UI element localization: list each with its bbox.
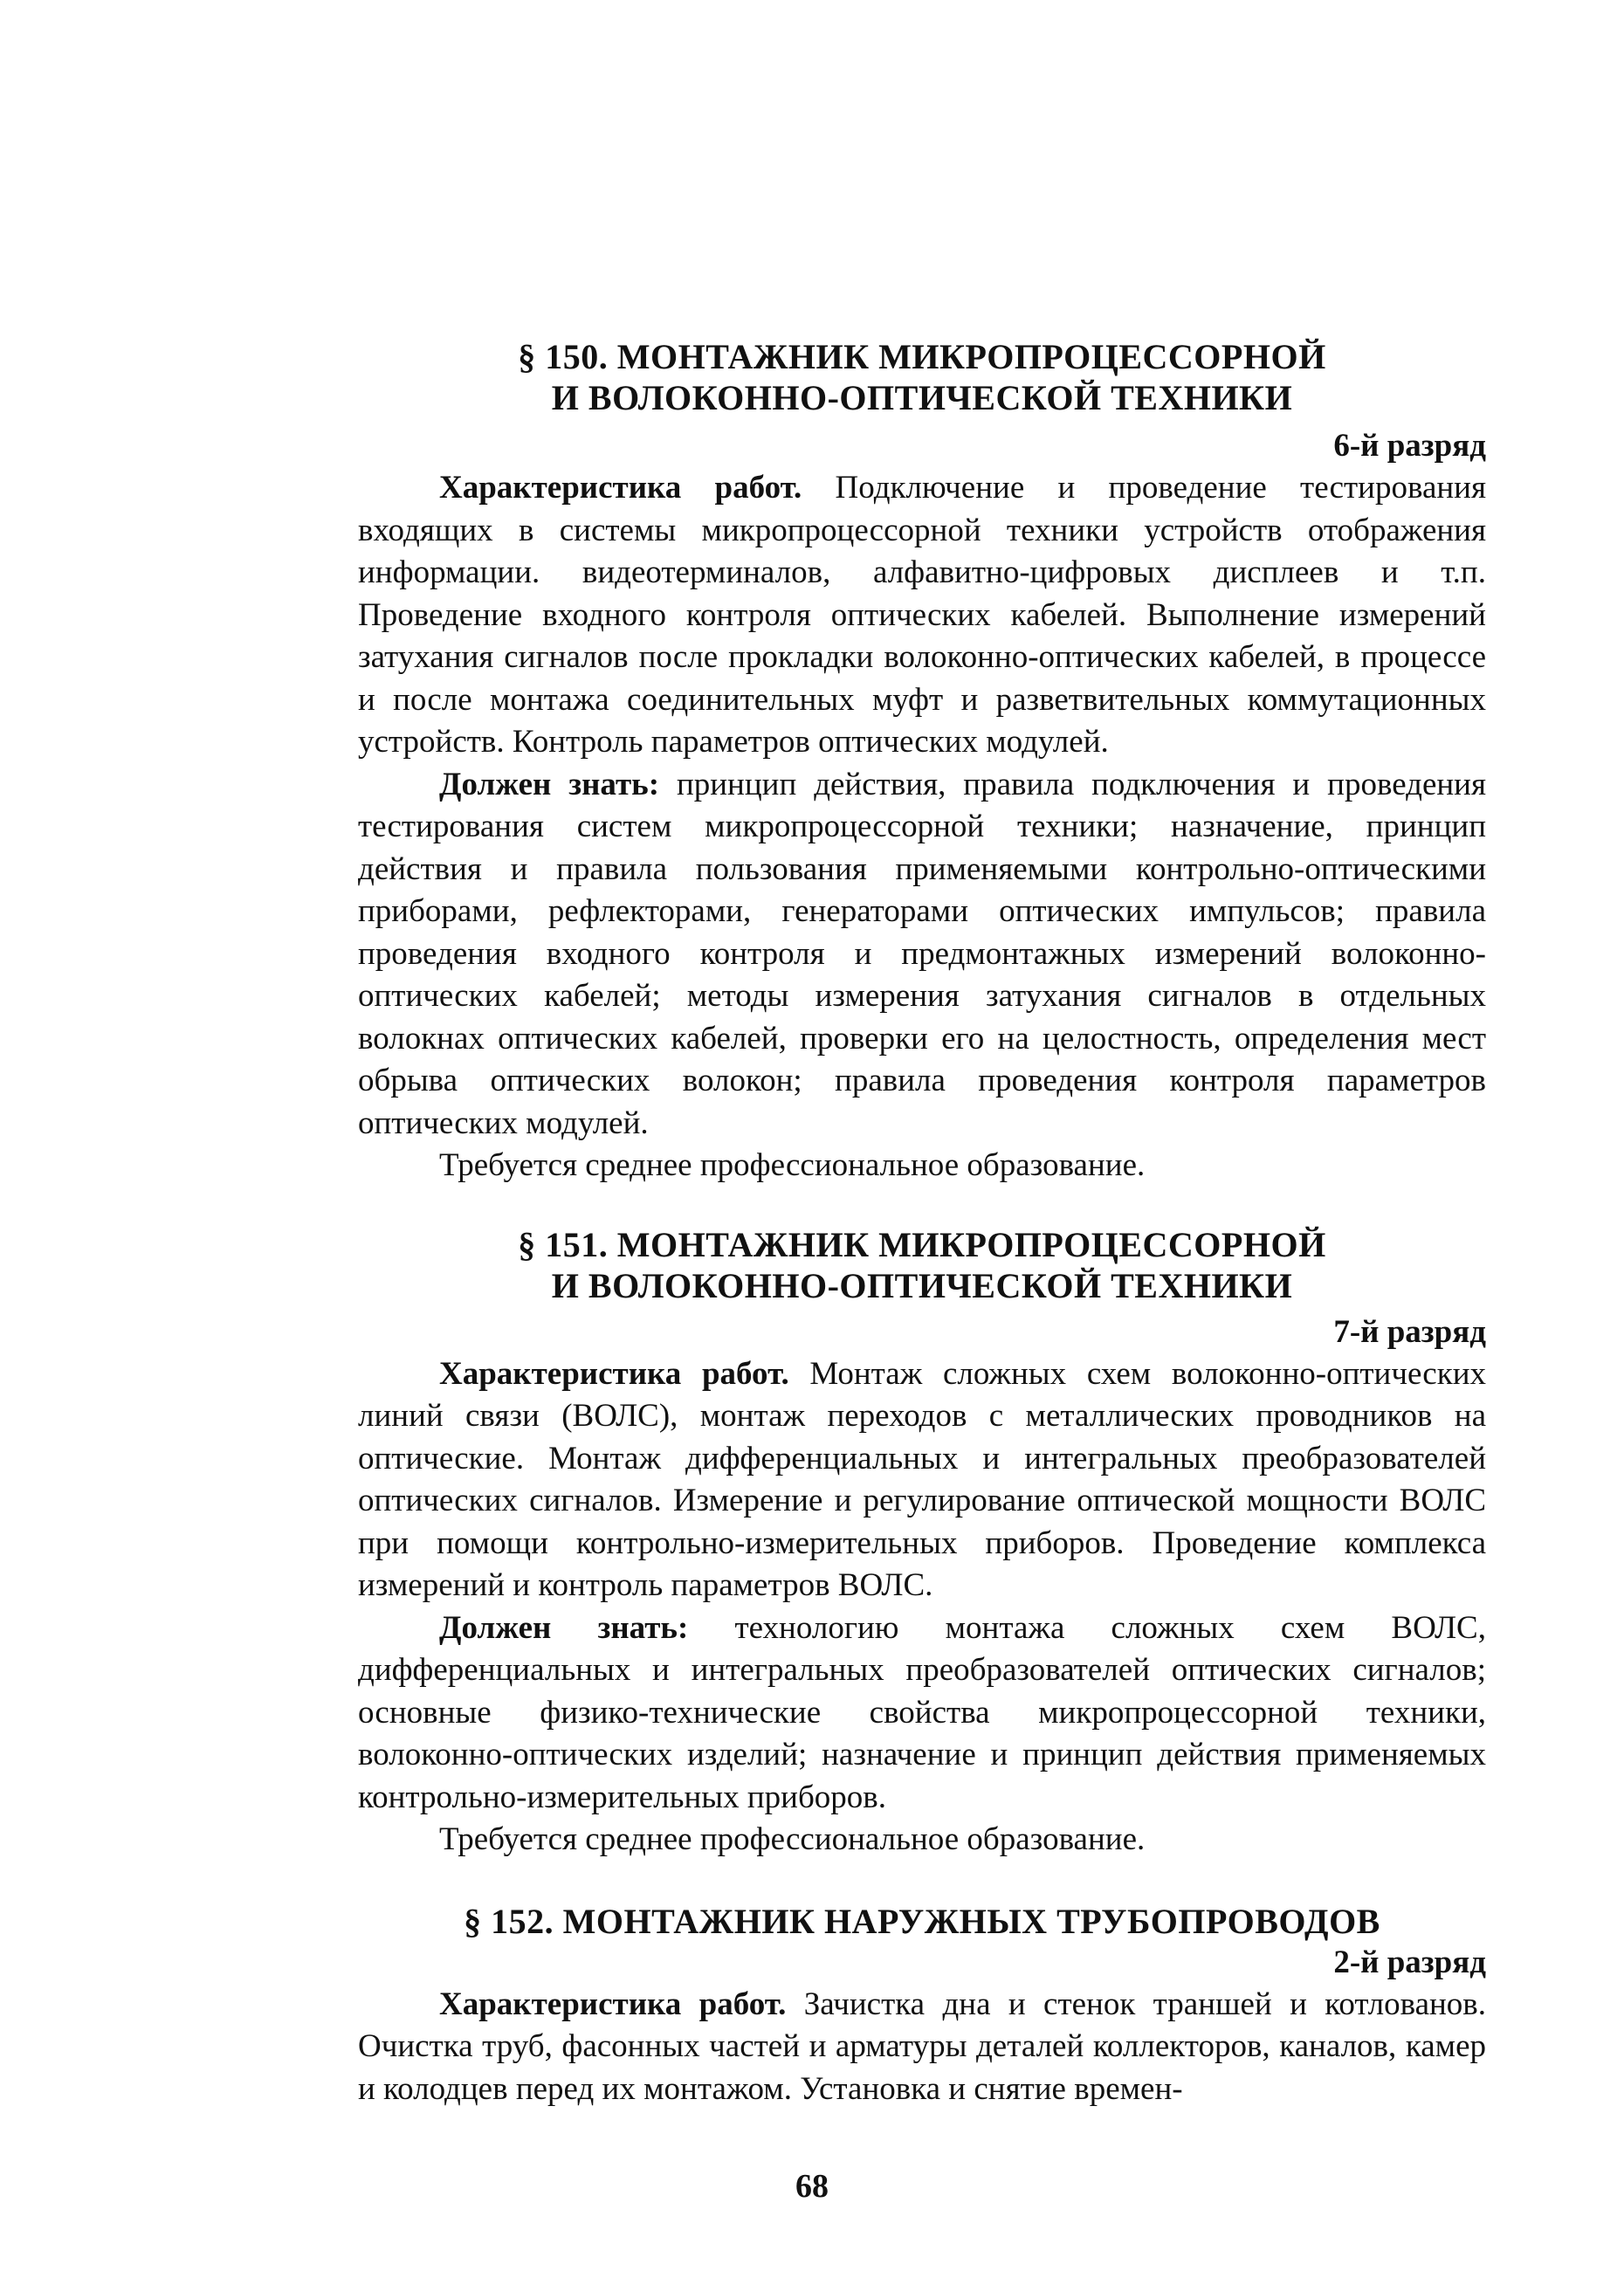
document-page [358,336,1486,2110]
grade-label: 7-й разряд [1333,1313,1486,1350]
grade-label: 6-й разряд [1333,428,1486,464]
section-title-line: § 150. МОНТАЖНИК МИКРОПРОЦЕССОРНОЙ [518,337,1326,376]
work-characteristics-paragraph [358,467,1486,764]
section-151 [358,1224,1486,1862]
paragraph-text: Подключение и проведение тестирования входящих в системы микропроцессорной техники устройств отображения информации. видеотерминалов, алфавитно-цифровых дисплеев и т.п. Проведение входного контроля оптических кабелей. Выполнение измерений затухания сигналов после прокладки волоконно-оптических кабелей, в процессе и после монтажа соединительных муфт и разветвительных коммутационных устройств. Контроль параметров оптических модулей. [358,470,1486,760]
section-152 [358,1901,1486,2111]
work-characteristics-paragraph [358,1353,1486,1607]
section-150 [358,336,1486,1187]
paragraph-text: технологию монтажа сложных схем ВОЛС, дифференциальных и интегральных преобразователей оптических сигналов; основные физико-технические свойства микропроцессорной техники, волоконно-оптических изделий; назначение и принцип действия применяемых контрольно-измерительных приборов. [358,1609,1486,1815]
paragraph-label: Должен знать: [439,766,660,802]
section-title-line: § 152. МОНТАЖНИК НАРУЖНЫХ ТРУБОПРОВОДОВ [464,1901,1380,1941]
paragraph-label: Характеристика работ. [439,1355,789,1392]
grade-label: 2-й разряд [1333,1944,1486,1980]
paragraph-label: Должен знать: [439,1609,689,1646]
section-title-line: § 151. МОНТАЖНИК МИКРОПРОЦЕССОРНОЙ [518,1224,1326,1264]
section-title-line: И ВОЛОКОННО-ОПТИЧЕСКОЙ ТЕХНИКИ [551,378,1293,417]
required-knowledge-paragraph [358,1607,1486,1820]
paragraph-label: Характеристика работ. [439,1986,787,2022]
paragraph-text: принцип действия, правила подключения и проведения тестирования систем микропроцессорной техники; назначение, принцип действия и правила пользования применяемыми контрольно-оптическими приборами, рефлекторами, генераторами оптических импульсов; правила проведения входного контроля и предмонтажных измерений волоконно-оптических кабелей; методы измерения затухания сигналов в отдельных волокнах оптических кабелей, проверки его на целостность, определения мест обрыва оптических волокон; правила проведения контроля параметров оптических модулей. [358,766,1486,1141]
education-requirement: Требуется среднее профессиональное образование. [439,1147,1146,1183]
paragraph-label: Характеристика работ. [439,470,802,506]
paragraph-text: Монтаж сложных схем волоконно-оптических линий связи (ВОЛС), монтаж переходов с металлических проводников на оптические. Монтаж дифференциальных и интегральных преобразователей оптических сигналов. Измерение и регулирование оптической мощности ВОЛС при помощи контрольно-измерительных приборов. Проведение комплекса измерений и контроль параметров ВОЛС. [358,1355,1487,1603]
education-requirement: Требуется среднее профессиональное образование. [439,1821,1146,1857]
required-knowledge-paragraph [358,764,1486,1146]
paragraph-text: Зачистка дна и стенок траншей и котлованов. Очистка труб, фасонных частей и арматуры деталей коллекторов, каналов, камер и колодцев перед их монтажом. Установка и снятие времен- [358,1986,1487,2107]
work-characteristics-paragraph [358,1984,1486,2111]
section-title-line: И ВОЛОКОННО-ОПТИЧЕСКОЙ ТЕХНИКИ [551,1265,1293,1305]
page-number: 68 [795,2168,829,2205]
